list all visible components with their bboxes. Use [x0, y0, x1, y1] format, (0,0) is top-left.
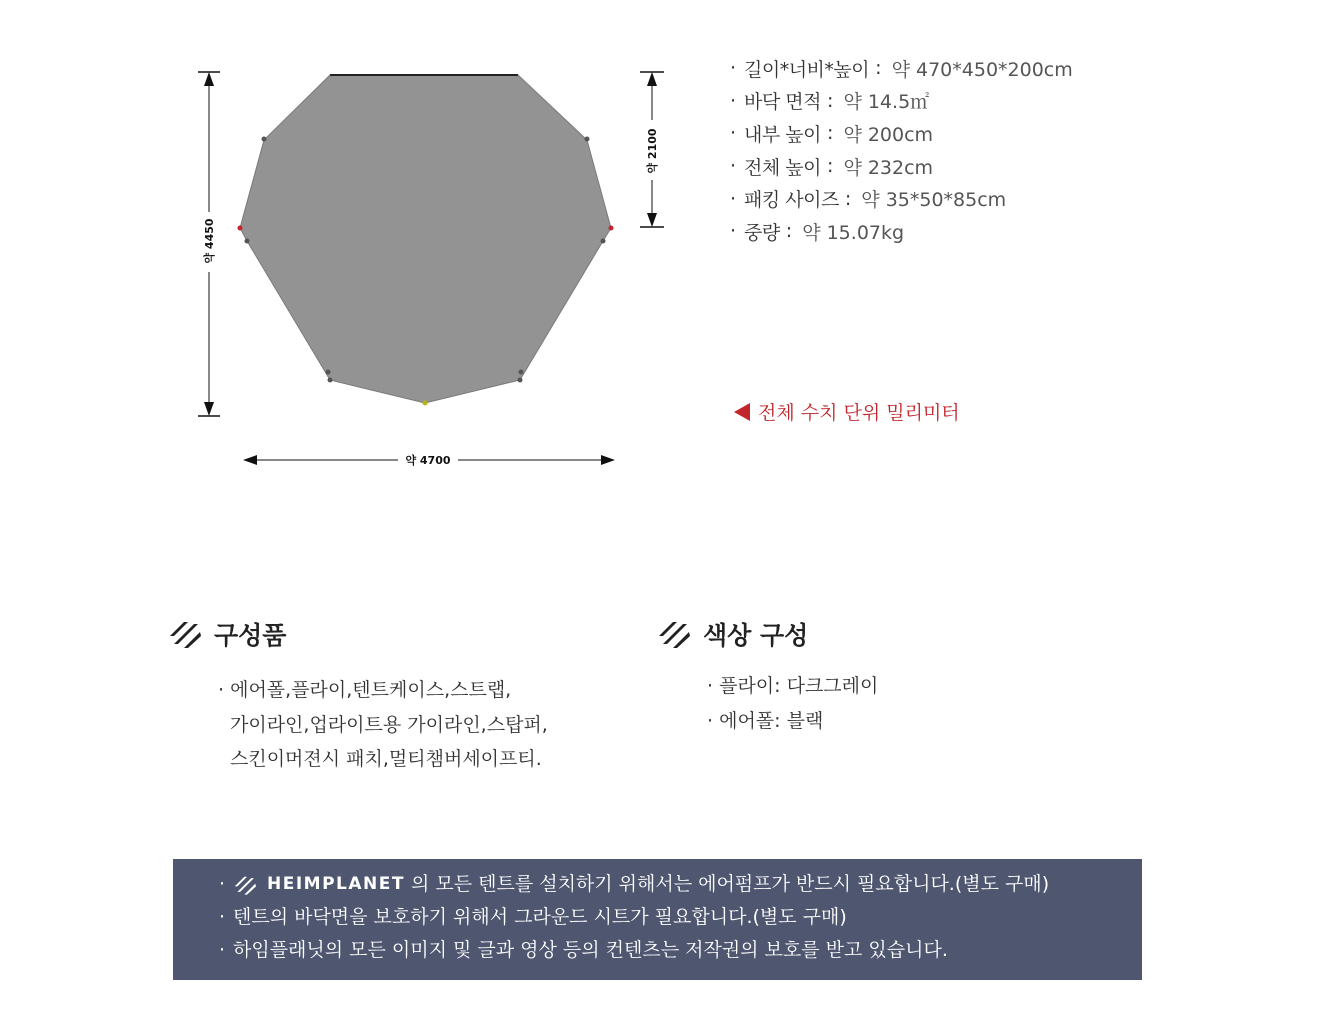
- spec-label: 바닥 면적: [744, 91, 821, 114]
- spec-value: 약 14.5㎡: [843, 91, 930, 114]
- components-title: 구성품: [214, 621, 287, 650]
- tent-floorplan-diagram: [0, 0, 700, 500]
- bullet: ·: [730, 89, 737, 112]
- bullet: ·: [218, 679, 225, 701]
- color-item-text: 플라이: 다크그레이: [719, 675, 879, 697]
- notice-line: [173, 901, 1142, 934]
- spec-list: [730, 52, 1150, 248]
- bullet: ·: [219, 939, 226, 961]
- components-list: [218, 673, 548, 777]
- bullet: ·: [707, 709, 714, 732]
- color-item: [707, 704, 878, 739]
- spec-value: 약 470*450*200cm: [891, 58, 1073, 81]
- components-text: 에어폴,플라이,텐트케이스,스트랩,: [230, 679, 512, 701]
- bullet: ·: [707, 675, 714, 697]
- spec-value: 약 15.07kg: [802, 221, 905, 244]
- components-line: 가이라인,업라이트용 가이라인,스탑퍼,: [230, 713, 548, 736]
- color-item: [707, 669, 878, 704]
- spec-row: · 길이*너비*높이 : 약 470*450*200cm: [730, 52, 1150, 85]
- color-heading: [657, 616, 808, 652]
- brand-stripes-icon: [233, 874, 257, 896]
- bullet: ·: [219, 873, 226, 895]
- tent-floor-shape: [240, 75, 611, 403]
- brand-name: HEIMPLANET: [267, 874, 405, 894]
- spec-label: 중량: [744, 221, 780, 244]
- notice-text: 하임플래닛의 모든 이미지 및 글과 영상 등의 컨텐츠는 저작권의 보호를 받고 있습니다.: [233, 939, 948, 961]
- spec-row: · 패킹 사이즈 : 약 35*50*85cm: [730, 182, 1150, 215]
- spec-label: 패킹 사이즈: [744, 189, 839, 212]
- bullet: ·: [730, 220, 737, 243]
- height-dimension-label: 약 4450: [203, 218, 216, 264]
- notice-line: [173, 868, 1142, 901]
- spec-row: · 전체 높이 : 약 232cm: [730, 150, 1150, 183]
- bullet: ·: [730, 122, 737, 145]
- color-title: 색상 구성: [703, 621, 809, 650]
- unit-note: [734, 398, 960, 425]
- notice-text: 의 모든 텐트를 설치하기 위해서는 에어펌프가 반드시 필요합니다.(별도 구매): [410, 873, 1050, 895]
- components-line: [218, 673, 548, 708]
- notice-text: 텐트의 바닥면을 보호하기 위해서 그라운드 시트가 필요합니다.(별도 구매): [233, 906, 847, 928]
- spec-row: · 바닥 면적 : 약 14.5㎡: [730, 85, 1150, 118]
- unit-note-text: 전체 수치 단위 밀리미터: [758, 402, 960, 424]
- bullet: ·: [730, 57, 737, 80]
- bullet: ·: [219, 906, 226, 928]
- components-line: 스킨이머젼시 패치,멀티챔버세이프티.: [230, 748, 542, 770]
- bullet: ·: [730, 155, 737, 178]
- spec-row: · 내부 높이 : 약 200cm: [730, 117, 1150, 150]
- spec-value: 약 35*50*85cm: [861, 189, 1007, 212]
- spec-label: 전체 높이: [744, 156, 821, 179]
- spec-label: 내부 높이: [744, 123, 821, 146]
- spec-value: 약 232cm: [843, 156, 934, 179]
- components-heading: [168, 616, 286, 652]
- brand-stripes-icon: [657, 618, 691, 650]
- side-dimension-label: 약 2100: [646, 128, 659, 174]
- brand-stripes-icon: [168, 618, 202, 650]
- spec-label: 길이*너비*높이: [744, 58, 870, 81]
- width-dimension-label: 약 4700: [405, 454, 451, 467]
- notice-line: [173, 934, 1142, 967]
- spec-row: · 중량 : 약 15.07kg: [730, 215, 1150, 248]
- color-list: [707, 669, 878, 738]
- notice-banner: [173, 859, 1142, 980]
- left-triangle-icon: [734, 403, 750, 421]
- spec-value: 약 200cm: [843, 123, 934, 146]
- bullet: ·: [730, 187, 737, 210]
- color-item-text: 에어폴: 블랙: [719, 709, 824, 732]
